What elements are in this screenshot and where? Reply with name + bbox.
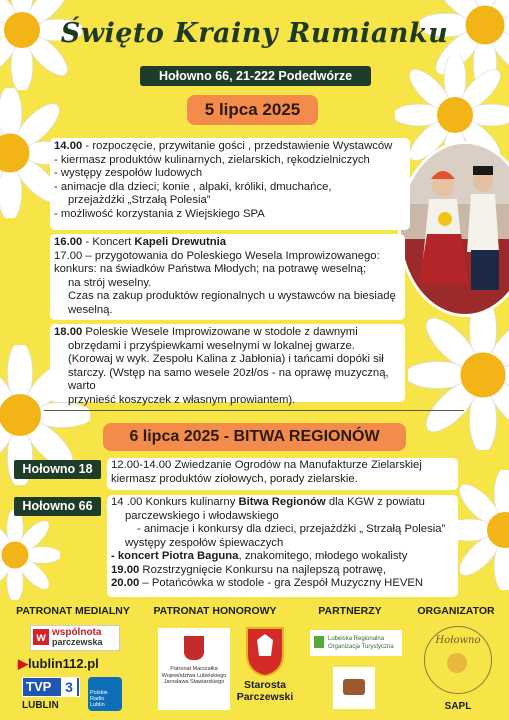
section-divider [44, 410, 464, 411]
basket-icon [343, 679, 365, 695]
tvp3-lublin-label: LUBLIN [22, 700, 59, 711]
heading-organizator: ORGANIZATOR [417, 605, 495, 617]
lrot-logo[interactable]: Lubelska Regionalna Organizacja Turystyczna [310, 630, 402, 656]
arrow-icon: ▶ [18, 656, 28, 671]
day1-schedule-block2: 16.00 - Koncert Kapeli Drewutnia 17.00 – przygotowania do Poleskiego Wesela Improwizowanego: konkurs: na świadków Państwa Młodych; na potrawę weselną; na strój weselny. Czas na zakup produktów regionalnych u wystawców na biesiadę weselną. [50, 234, 405, 320]
lublin112-logo[interactable]: ▶lublin112.pl [18, 656, 99, 671]
day1-date: 5 lipca 2025 [187, 95, 318, 125]
marszalek-logo[interactable]: Patronat Marszałka Województwa Lubelskiego Jarosława Stawiarskiego [158, 628, 230, 710]
daisy-decoration [408, 300, 509, 450]
partner-logo-2[interactable] [333, 667, 375, 709]
polskie-radio-lublin-logo[interactable]: Polskie Radio Lublin [88, 677, 122, 711]
daisy-decoration [0, 510, 60, 600]
tvp3-logo[interactable]: TVP 3 [22, 677, 80, 697]
day1-schedule-block1: 14.00 - rozpoczęcie, przywitanie gości , przedstawienie Wystawców - kiermasz produktów kulinarnych, zielarskich, rękodzielniczych - występy zespołów ludowych - animacje dla dzieci; konie , alpaki, króliki, dmuchańce, przejażdżki „Strzałą Polesia” - możliwość korzystania z Wiejskiego SPA [50, 138, 410, 230]
sapl-label: SAPL [444, 701, 472, 712]
location-badge-holowno-66: Hołowno 66 [14, 497, 101, 516]
heading-patronat-honorowy: PATRONAT HONOROWY [153, 605, 277, 617]
heading-partnerzy: PARTNERZY [318, 605, 382, 617]
address-badge: Hołowno 66, 21-222 Podedwórze [140, 66, 371, 86]
day2-date: 6 lipca 2025 - BITWA REGIONÓW [103, 423, 406, 451]
day2-schedule-holowno-18: 12.00-14.00 Zwiedzanie Ogrodów na Manufakturze Zielarskiej kiermasz produktów ziołowych, porady zielarskie. [107, 458, 458, 490]
location-badge-holowno-18: Hołowno 18 [14, 460, 101, 479]
leaf-icon [314, 636, 324, 648]
flower-icon [447, 653, 467, 673]
event-title: Święto Krainy Rumianku [60, 18, 449, 49]
organizer-holowno-logo[interactable]: Hołowno [424, 626, 492, 694]
heading-patronat-medialny: PATRONAT MEDIALNY [16, 605, 130, 617]
day1-schedule-block3: 18.00 Poleskie Wesele Improwizowane w stodole z dawnymi obrzędami i przyśpiewkami weselnymi w lokalnej gwarze. (Korowaj w wyk. Zespołu Kalina z Jabłonia) i tańcami dopóki sił starczy. (Wstęp na samo wesele 20zł/os - na oprawę muzyczną, warto przynieść koszyczek z własnym prowiantem). [50, 324, 405, 402]
starosta-coat-of-arms[interactable] [245, 626, 285, 676]
w-icon: w [33, 629, 49, 645]
day2-schedule-holowno-66: 14 .00 Konkurs kulinarny Bitwa Regionów dla KGW z powiatu parczewskiego i włodawskiego - animacje i konkursy dla dzieci, przejażdżki „ Strzałą Polesia” występy zespołów śpiewaczych - koncert Piotra Baguna, znakomitego, młodego wokalisty 19.00 Rozstrzygnięcie Konkursu na najlepszą potrawę, 20.00 – Potańcówka w stodole - gra Zespół Muzyczny HEVEN [107, 495, 458, 597]
coat-of-arms-icon [184, 636, 204, 660]
wspolnota-parczewska-logo[interactable]: w wspólnota parczewska [30, 625, 120, 651]
starosta-label: Starosta Parczewski [236, 679, 294, 703]
